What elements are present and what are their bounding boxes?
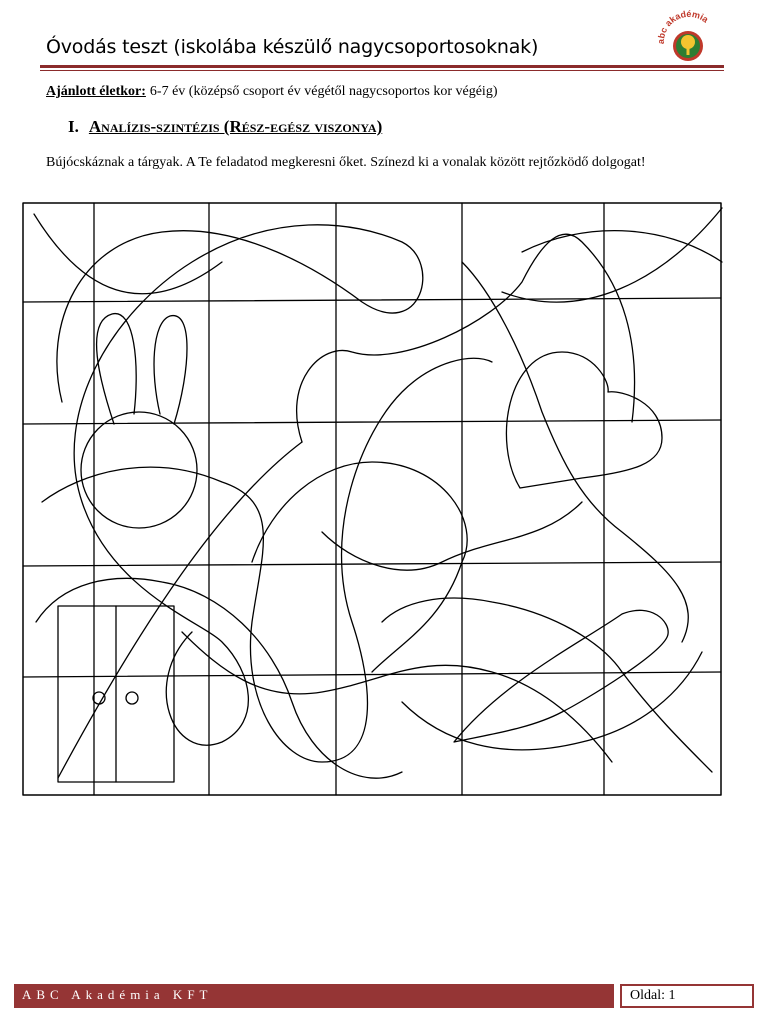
page-title: Óvodás teszt (iskolába készülő nagycsoportosoknak) [46, 36, 539, 58]
task-instruction: Bújócskáznak a tárgyak. A Te feladatod megkeresni őket. Színezd ki a vonalak között rejtőzködő dolgogat! [46, 155, 646, 170]
hidden-line [36, 578, 402, 778]
hidden-line [57, 225, 423, 745]
section-number: I. [68, 117, 79, 136]
hidden-line [502, 208, 722, 302]
grid-line [23, 420, 721, 424]
bunny-ear [154, 316, 187, 424]
grid-line [23, 672, 721, 677]
section-heading [68, 117, 382, 137]
header-rule-thin [40, 70, 724, 71]
header-rule [40, 65, 724, 68]
hidden-line [42, 358, 492, 762]
carrot-shape [454, 610, 668, 742]
hidden-line [322, 502, 582, 570]
hidden-line [462, 262, 688, 642]
svg-text:abc akadémia: abc akadémia [656, 10, 711, 45]
age-value: 6-7 év (középső csoport év végétől nagycsoportos kor végéig) [149, 84, 498, 99]
footer-company: ABC Akadémia KFT [14, 984, 614, 1008]
recommended-age [46, 84, 498, 100]
abc-akademia-logo [656, 10, 720, 66]
hidden-line [252, 462, 467, 672]
age-label: Ajánlott életkor: [46, 84, 146, 99]
hidden-line [522, 231, 722, 262]
door-knob [126, 692, 138, 704]
section-title: Analízis-szintézis (Rész-egész viszonya) [88, 117, 383, 136]
hidden-objects-puzzle [22, 202, 724, 798]
footer-page-number: Oldal: 1 [620, 984, 754, 1008]
hidden-line [182, 632, 612, 762]
hidden-line [382, 598, 712, 772]
grid-line [23, 298, 721, 302]
bunny-ear [97, 314, 137, 424]
hidden-line [34, 214, 222, 294]
